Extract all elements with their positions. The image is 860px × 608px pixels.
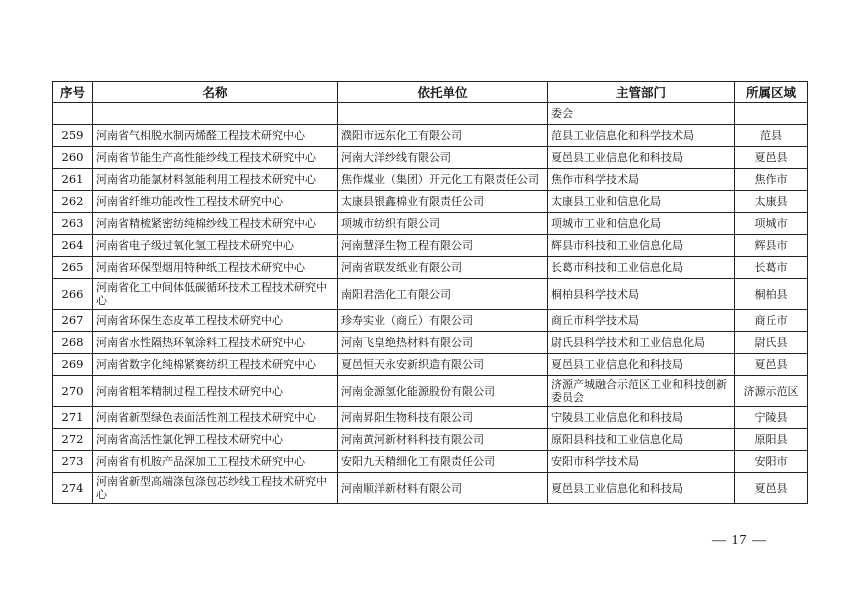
table-row xyxy=(53,310,808,332)
cell-dept: 原阳县科技和工业信息化局 xyxy=(548,429,735,451)
cell-dept: 太康县工业和信息化局 xyxy=(548,191,735,213)
cell-name: 河南省节能生产高性能纱线工程技术研究中心 xyxy=(93,147,338,169)
cell-area: 商丘市 xyxy=(735,310,808,332)
table-row xyxy=(53,213,808,235)
cell-unit: 河南飞皇绝热材料有限公司 xyxy=(338,332,548,354)
cell-dept: 尉氏县科学技术和工业信息化局 xyxy=(548,332,735,354)
cell-no: 260 xyxy=(53,147,93,169)
cell-no: 270 xyxy=(53,376,93,407)
cell-unit: 河南顺洋新材料有限公司 xyxy=(338,473,548,504)
table-row xyxy=(53,235,808,257)
cell-dept: 夏邑县工业信息化和科技局 xyxy=(548,147,735,169)
cell-unit: 项城市纺织有限公司 xyxy=(338,213,548,235)
cell-unit: 河南慧泽生物工程有限公司 xyxy=(338,235,548,257)
cell-unit: 濮阳市远东化工有限公司 xyxy=(338,125,548,147)
table-row xyxy=(53,169,808,191)
table-header-row xyxy=(53,82,808,103)
cell-name: 河南省新型绿色表面活性剂工程技术研究中心 xyxy=(93,407,338,429)
cell-dept: 项城市工业和信息化局 xyxy=(548,213,735,235)
cell-no: 268 xyxy=(53,332,93,354)
cell-area: 原阳县 xyxy=(735,429,808,451)
cell-area: 辉县市 xyxy=(735,235,808,257)
cell-no: 269 xyxy=(53,354,93,376)
table-row xyxy=(53,354,808,376)
table-row xyxy=(53,191,808,213)
cell-name: 河南省功能氯材料氢能利用工程技术研究中心 xyxy=(93,169,338,191)
cell-area: 长葛市 xyxy=(735,257,808,279)
table-row xyxy=(53,332,808,354)
cell-name: 河南省有机胺产品深加工工程技术研究中心 xyxy=(93,451,338,473)
cell-unit: 河南昇阳生物科技有限公司 xyxy=(338,407,548,429)
cell-unit: 河南大洋纱线有限公司 xyxy=(338,147,548,169)
cell-no: 266 xyxy=(53,279,93,310)
table-row xyxy=(53,147,808,169)
cell-no: 259 xyxy=(53,125,93,147)
header-unit: 依托单位 xyxy=(338,82,548,103)
cell-area: 桐柏县 xyxy=(735,279,808,310)
table-row xyxy=(53,407,808,429)
cell-dept: 夏邑县工业信息化和科技局 xyxy=(548,473,735,504)
cell-dept: 商丘市科学技术局 xyxy=(548,310,735,332)
cell-no: 261 xyxy=(53,169,93,191)
cell-area: 夏邑县 xyxy=(735,147,808,169)
cell-dept: 夏邑县工业信息化和科技局 xyxy=(548,354,735,376)
cell-name: 河南省环保生态皮革工程技术研究中心 xyxy=(93,310,338,332)
table-row xyxy=(53,257,808,279)
cell-no: 264 xyxy=(53,235,93,257)
cell-name: 河南省电子级过氧化氢工程技术研究中心 xyxy=(93,235,338,257)
cell-dept: 委会 xyxy=(548,103,735,125)
cell-no: 263 xyxy=(53,213,93,235)
table-row xyxy=(53,451,808,473)
continuation-row xyxy=(53,103,808,125)
cell-unit: 珍寿实业（商丘）有限公司 xyxy=(338,310,548,332)
cell-area: 焦作市 xyxy=(735,169,808,191)
cell-name: 河南省新型高端涤包涤包芯纱线工程技术研究中心 xyxy=(93,473,338,504)
cell-area: 太康县 xyxy=(735,191,808,213)
cell-dept: 宁陵县工业信息化和科技局 xyxy=(548,407,735,429)
cell-area xyxy=(735,103,808,125)
cell-unit: 安阳九天精细化工有限责任公司 xyxy=(338,451,548,473)
header-dept: 主管部门 xyxy=(548,82,735,103)
cell-area: 尉氏县 xyxy=(735,332,808,354)
cell-no xyxy=(53,103,93,125)
header-name: 名称 xyxy=(93,82,338,103)
cell-unit: 河南金源氢化能源股份有限公司 xyxy=(338,376,548,407)
cell-name xyxy=(93,103,338,125)
cell-dept: 范县工业信息化和科学技术局 xyxy=(548,125,735,147)
table-row xyxy=(53,376,808,407)
cell-dept: 安阳市科学技术局 xyxy=(548,451,735,473)
cell-area: 济源示范区 xyxy=(735,376,808,407)
header-area: 所属区域 xyxy=(735,82,808,103)
cell-dept: 桐柏县科学技术局 xyxy=(548,279,735,310)
cell-no: 273 xyxy=(53,451,93,473)
cell-area: 宁陵县 xyxy=(735,407,808,429)
cell-name: 河南省数字化纯棉紧赛纺织工程技术研究中心 xyxy=(93,354,338,376)
cell-name: 河南省粗苯精制过程工程技术研究中心 xyxy=(93,376,338,407)
cell-unit: 太康县银鑫棉业有限责任公司 xyxy=(338,191,548,213)
cell-area: 夏邑县 xyxy=(735,354,808,376)
cell-dept: 长葛市科技和工业信息化局 xyxy=(548,257,735,279)
cell-name: 河南省水性隔热环氧涂料工程技术研究中心 xyxy=(93,332,338,354)
cell-area: 安阳市 xyxy=(735,451,808,473)
cell-no: 262 xyxy=(53,191,93,213)
cell-area: 项城市 xyxy=(735,213,808,235)
table-row xyxy=(53,279,808,310)
cell-unit: 焦作煤业（集团）开元化工有限责任公司 xyxy=(338,169,548,191)
cell-no: 265 xyxy=(53,257,93,279)
cell-unit: 夏邑恒天永安新织造有限公司 xyxy=(338,354,548,376)
cell-name: 河南省高活性氯化钾工程技术研究中心 xyxy=(93,429,338,451)
cell-no: 267 xyxy=(53,310,93,332)
cell-name: 河南省纤维功能改性工程技术研究中心 xyxy=(93,191,338,213)
cell-dept: 焦作市科学技术局 xyxy=(548,169,735,191)
cell-unit xyxy=(338,103,548,125)
cell-unit: 河南黄河新材料科技有限公司 xyxy=(338,429,548,451)
page-number: — 17 — xyxy=(712,533,767,548)
cell-area: 范县 xyxy=(735,125,808,147)
cell-no: 271 xyxy=(53,407,93,429)
cell-name: 河南省气相脱水制丙烯醛工程技术研究中心 xyxy=(93,125,338,147)
cell-area: 夏邑县 xyxy=(735,473,808,504)
cell-unit: 河南省联发纸业有限公司 xyxy=(338,257,548,279)
cell-dept: 辉县市科技和工业信息化局 xyxy=(548,235,735,257)
cell-name: 河南省环保型烟用特种纸工程技术研究中心 xyxy=(93,257,338,279)
research-center-table xyxy=(52,81,808,504)
cell-dept: 济源产城融合示范区工业和科技创新委员会 xyxy=(548,376,735,407)
cell-name: 河南省化工中间体低碳循环技术工程技术研究中心 xyxy=(93,279,338,310)
table-row xyxy=(53,125,808,147)
table-row xyxy=(53,429,808,451)
cell-unit: 南阳君浩化工有限公司 xyxy=(338,279,548,310)
header-no: 序号 xyxy=(53,82,93,103)
table-row xyxy=(53,473,808,504)
cell-no: 274 xyxy=(53,473,93,504)
cell-name: 河南省精梳紧密纺纯棉纱线工程技术研究中心 xyxy=(93,213,338,235)
cell-no: 272 xyxy=(53,429,93,451)
